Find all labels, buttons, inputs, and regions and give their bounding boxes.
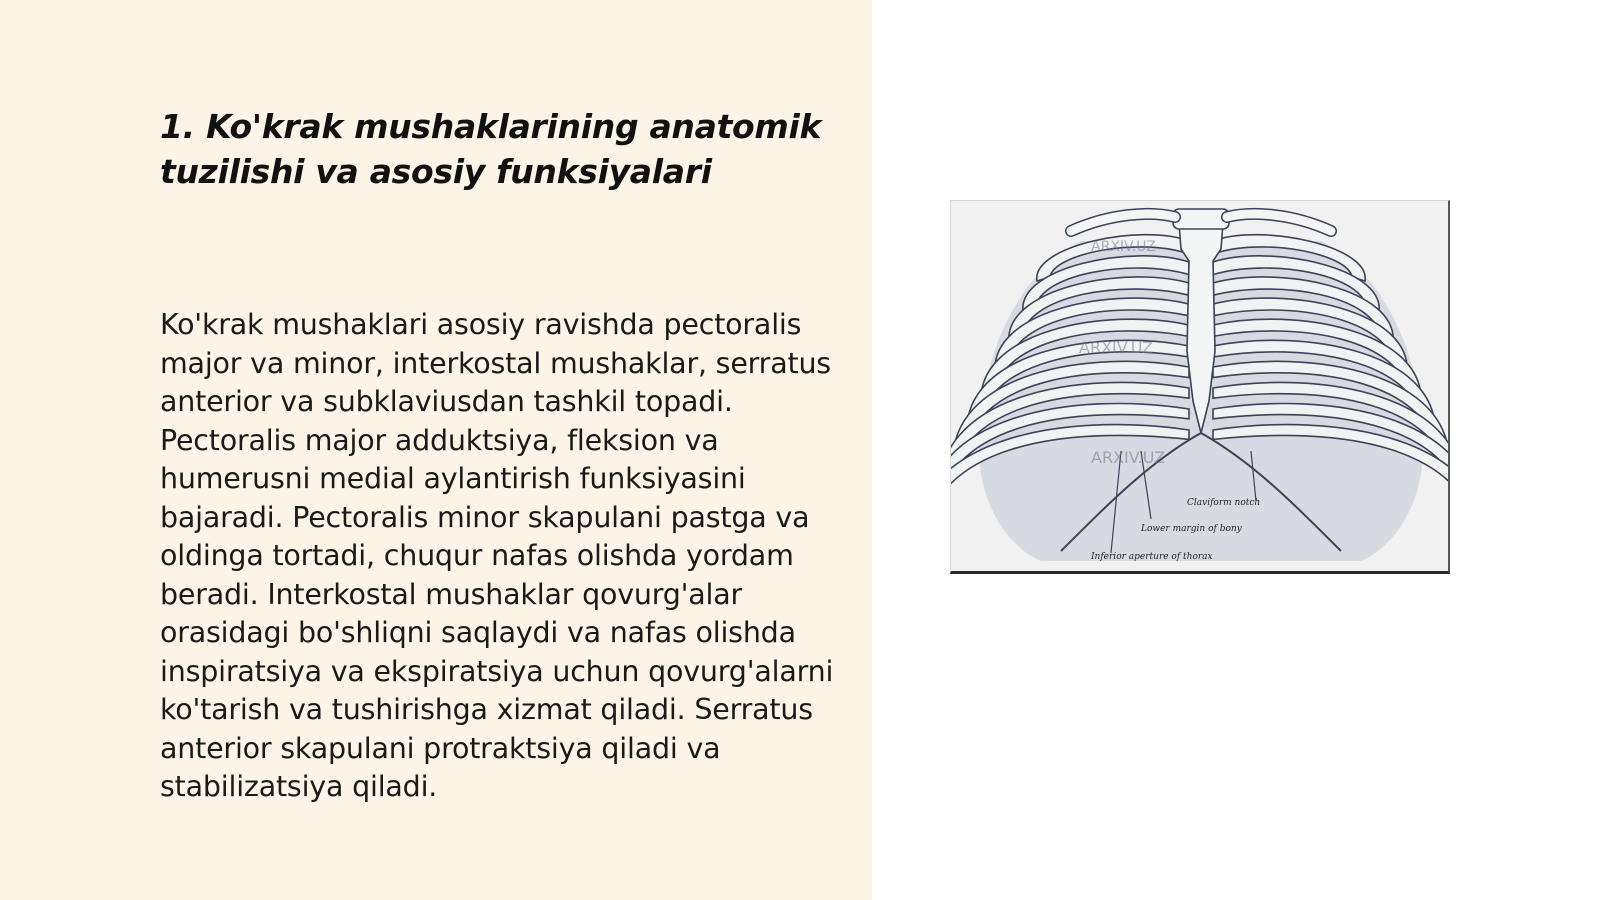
slide-body-text: Ko'krak mushaklari asosiy ravishda pectoralis major va minor, interkostal mushaklar, serratus anterior va subklaviusdan tashkil topadi. Pectoralis major adduktsiya, fleksion va humerusni medial aylantirish funksiyasini bajaradi. Pectoralis minor skapulani pastga va oldinga tortadi, chuqur nafas olishda yordam beradi. Interkostal mushaklar qovurg'alar orasidagi bo'shliqni saqlaydi va nafas olishda inspiratsiya va ekspiratsiya uchun qovurg'alarni ko'tarish va tushirishga xizmat qiladi. Serratus anterior skapulani protraktsiya qiladi va stabilizatsiya qiladi. [160, 308, 834, 803]
rib-cage-illustration [950, 200, 1450, 574]
figure-label: Claviform notch [1187, 498, 1261, 508]
watermark-text: ARXIV.UZ [1079, 338, 1154, 357]
figure-label: Inferior aperture of thorax [1091, 552, 1213, 562]
rib-cage-drawing [951, 201, 1450, 574]
watermark-text: ARXIV.UZ [1091, 448, 1166, 467]
watermark-text: ARXIV.UZ [1091, 239, 1156, 255]
slide-title: 1. Ko'krak mushaklarining anatomik tuzilishi va asosiy funksiyalari [160, 107, 822, 191]
figure-label: Lower margin of bony [1141, 524, 1242, 534]
